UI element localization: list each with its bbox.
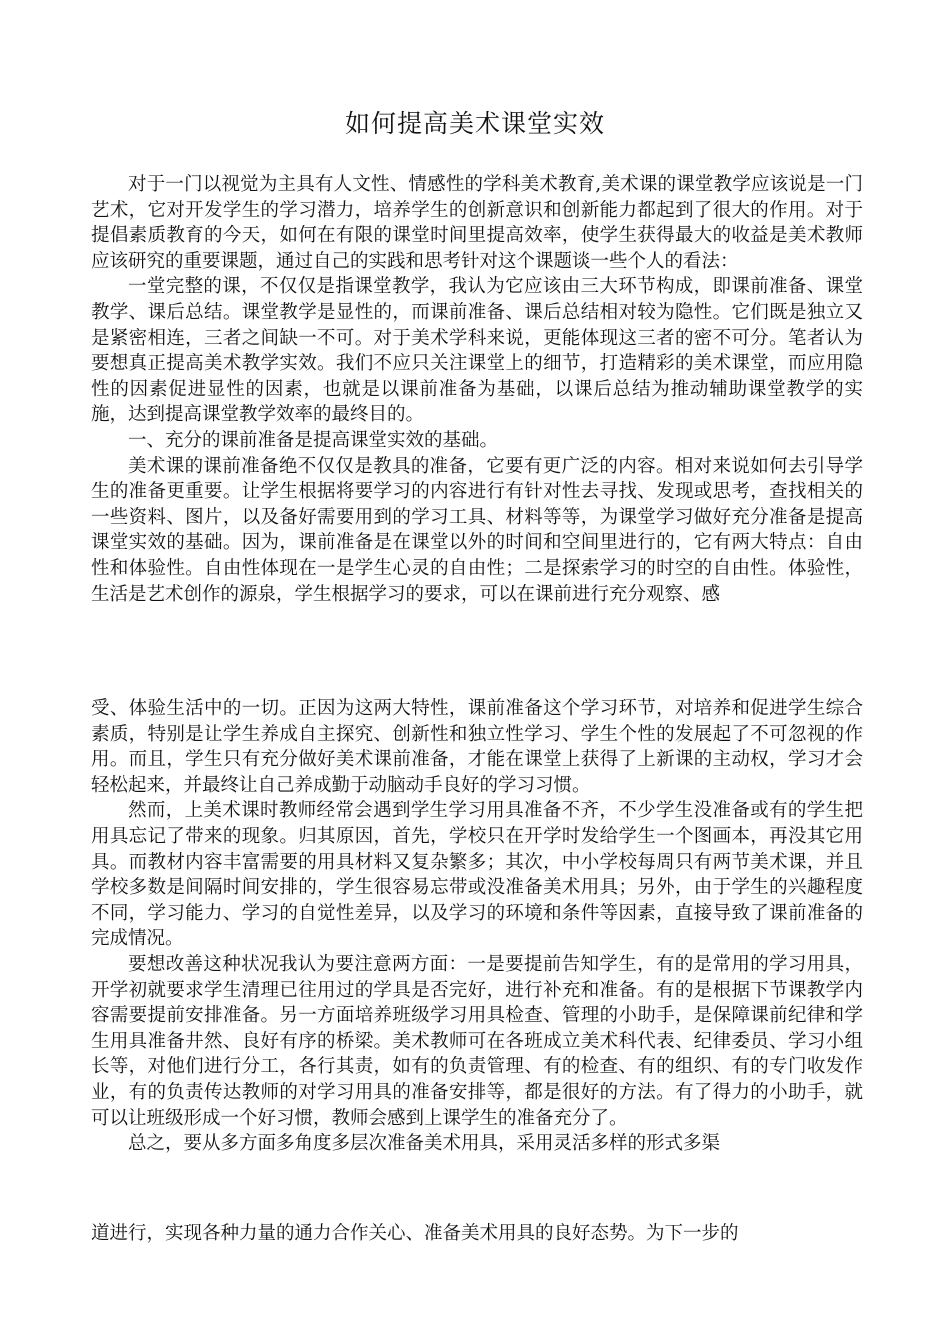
paragraph: 对于一门以视觉为主具有人文性、情感性的学科美术教育,美术课的课堂教学应该说是一门艺术，它对开发学生的学习潜力，培养学生的创新意识和创新能力都起到了很大的作用。对于提倡素质教育的今天，如何在有限的课堂时间里提高效率，使学生获得最大的收益是美术教师应该研究的重要课题，通过自己的实践和思考针对这个课题谈一些个人的看法： xyxy=(91,174,863,272)
text-block-3 xyxy=(91,1221,863,1247)
text-block-2 xyxy=(91,696,863,1157)
paragraph: 美术课的课前准备绝不仅仅是教具的准备，它要有更广泛的内容。相对来说如何去引导学生的准备更重要。让学生根据将要学习的内容进行有针对性去寻找、发现或思考，查找相关的一些资料、图片，以及备好需要用到的学习工具、材料等等，为课堂学习做好充分准备是提高课堂实效的基础。因为，课前准备是在课堂以外的时间和空间里进行的，它有两大特点：自由性和体验性。自由性体现在一是学生心灵的自由性；二是探索学习的时空的自由性。体验性，生活是艺术创作的源泉，学生根据学习的要求，可以在课前进行充分观察、感 xyxy=(91,455,863,605)
text-block-1 xyxy=(91,172,863,607)
paragraph-continued: 受、体验生活中的一切。正因为这两大特性，课前准备这个学习环节，对培养和促进学生综合素质，特别是让学生养成自主探究、创新性和独立性学习、学生个性的发展起了不可忽视的作用。而且，学生只有充分做好美术课前准备，才能在课堂上获得了上新课的主动权，学习才会轻松起来，并最终让自己养成勤于动脑动手良好的学习习惯。 xyxy=(91,698,863,796)
paragraph: 要想改善这种状况我认为要注意两方面：一是要提前告知学生，有的是常用的学习用具，开学初就要求学生清理已往用过的学具是否完好，进行补充和准备。有的是根据下节课教学内容需要提前安排准备。另一方面培养班级学习用具检查、管理的小助手，是保障课前纪律和学生用具准备井然、良好有序的桥梁。美术教师可在各班成立美术科代表、纪律委员、学习小组长等，对他们进行分工，各行其责，如有的负责管理、有的检查、有的组织、有的专门收发作业，有的负责传达教师的对学习用具的准备安排等，都是很好的方法。有了得力的小助手，就可以让班级形成一个好习惯，教师会感到上课学生的准备充分了。 xyxy=(91,953,863,1129)
document-title: 如何提高美术课堂实效 xyxy=(344,109,605,138)
paragraph: 然而，上美术课时教师经常会遇到学生学习用具准备不齐，不少学生没准备或有的学生把用具忘记了带来的现象。归其原因，首先，学校只在开学时发给学生一个图画本，再没其它用具。而教材内容丰富需要的用具材料又复杂繁多；其次，中小学校每周只有两节美术课，并且学校多数是间隔时间安排的，学生很容易忘带或没准备美术用具；另外，由于学生的兴趣程度不同，学习能力、学习的自觉性差异，以及学习的环境和条件等因素，直接导致了课前准备的完成情况。 xyxy=(91,800,863,950)
paragraph: 一堂完整的课，不仅仅是指课堂教学，我认为它应该由三大环节构成，即课前准备、课堂教学、课后总结。课堂教学是显性的，而课前准备、课后总结相对较为隐性。它们既是独立又是紧密相连，三者之间缺一不可。对于美术学科来说，更能体现这三者的密不可分。笔者认为要想真正提高美术教学实效。我们不应只关注课堂上的细节，打造精彩的美术课堂，而应用隐性的因素促进显性的因素，也就是以课前准备为基础，以课后总结为推动辅助课堂教学的实施，达到提高课堂教学效率的最终目的。 xyxy=(91,276,863,426)
paragraph-continued: 道进行，实现各种力量的通力合作关心、准备美术用具的良好态势。为下一步的 xyxy=(91,1223,739,1244)
section-heading: 一、充分的课前准备是提高课堂实效的基础。 xyxy=(128,429,499,451)
paragraph: 总之，要从多方面多角度多层次准备美术用具，采用灵活多样的形式多渠 xyxy=(128,1133,721,1155)
